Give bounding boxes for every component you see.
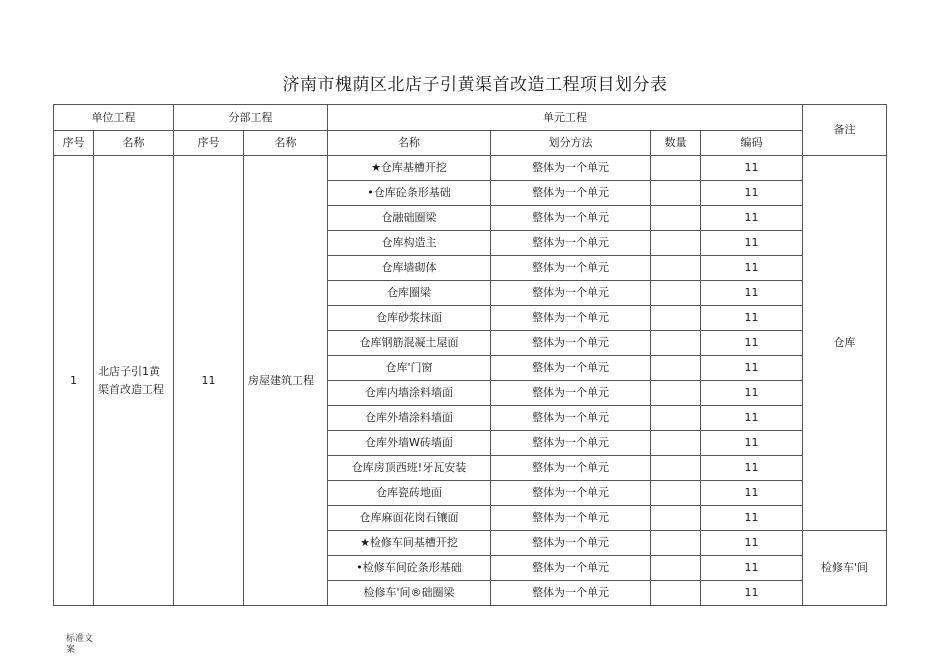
- sub-seq-cell: 11: [174, 156, 244, 606]
- element-name-cell: 检修车'间®础圈梁: [328, 581, 491, 606]
- element-name-cell: 仓库麻面花岗石镶面: [328, 506, 491, 531]
- division-method-cell: 整体为一个单元: [491, 306, 651, 331]
- element-name-cell: 仓库砂浆抹面: [328, 306, 491, 331]
- quantity-cell: [651, 531, 701, 556]
- remark-cell: 检修车'间: [803, 531, 887, 606]
- code-cell: 11: [701, 481, 803, 506]
- header-unit-seq: 序号: [54, 131, 94, 156]
- division-method-cell: 整体为一个单元: [491, 181, 651, 206]
- division-method-cell: 整体为一个单元: [491, 506, 651, 531]
- division-method-cell: 整体为一个单元: [491, 406, 651, 431]
- footer-note: [66, 634, 93, 656]
- code-cell: 11: [701, 231, 803, 256]
- unit-seq-cell: 1: [54, 156, 94, 606]
- header-element-name: 名称: [328, 131, 491, 156]
- header-remarks: 备注: [803, 105, 887, 156]
- division-method-cell: 整体为一个单元: [491, 331, 651, 356]
- division-method-cell: 整体为一个单元: [491, 531, 651, 556]
- header-sub-seq: 序号: [174, 131, 244, 156]
- code-cell: 11: [701, 206, 803, 231]
- code-cell: 11: [701, 181, 803, 206]
- element-name-cell: ★检修车间基槽开挖: [328, 531, 491, 556]
- code-cell: 11: [701, 556, 803, 581]
- table-row: [54, 156, 887, 181]
- header-sub-project: 分部工程: [174, 105, 328, 131]
- division-method-cell: 整体为一个单元: [491, 556, 651, 581]
- element-name-cell: •检修车间砼条形基础: [328, 556, 491, 581]
- quantity-cell: [651, 256, 701, 281]
- quantity-cell: [651, 456, 701, 481]
- code-cell: 11: [701, 506, 803, 531]
- division-method-cell: 整体为一个单元: [491, 356, 651, 381]
- code-cell: 11: [701, 256, 803, 281]
- quantity-cell: [651, 506, 701, 531]
- quantity-cell: [651, 306, 701, 331]
- sub-name-cell: 房屋建筑工程: [244, 156, 328, 606]
- element-name-cell: 仓库外墙W砖墙面: [328, 431, 491, 456]
- quantity-cell: [651, 581, 701, 606]
- quantity-cell: [651, 231, 701, 256]
- code-cell: 11: [701, 281, 803, 306]
- division-method-cell: 整体为一个单元: [491, 206, 651, 231]
- element-name-cell: 仓库墙砌体: [328, 256, 491, 281]
- code-cell: 11: [701, 456, 803, 481]
- footer-line-1: 标准文: [66, 634, 94, 644]
- quantity-cell: [651, 181, 701, 206]
- header-method: 划分方法: [491, 131, 651, 156]
- quantity-cell: [651, 481, 701, 506]
- project-division-table: [53, 104, 887, 606]
- division-method-cell: 整体为一个单元: [491, 431, 651, 456]
- header-unit-name: 名称: [94, 131, 174, 156]
- code-cell: 11: [701, 381, 803, 406]
- quantity-cell: [651, 356, 701, 381]
- division-method-cell: 整体为一个单元: [491, 481, 651, 506]
- element-name-cell: 仓库圈梁: [328, 281, 491, 306]
- code-cell: 11: [701, 531, 803, 556]
- element-name-cell: 仓库'门窗: [328, 356, 491, 381]
- footer-line-2: 案: [66, 645, 76, 655]
- quantity-cell: [651, 431, 701, 456]
- quantity-cell: [651, 206, 701, 231]
- element-name-cell: 仓库外墙涂料墙面: [328, 406, 491, 431]
- page-title: 济南市槐荫区北店子引黄渠首改造工程项目划分表: [282, 75, 668, 95]
- division-method-cell: 整体为一个单元: [491, 581, 651, 606]
- remark-cell: 仓库: [803, 156, 887, 531]
- element-name-cell: ★仓库基槽开挖: [328, 156, 491, 181]
- element-name-cell: 仓库房顶西班!牙瓦安装: [328, 456, 491, 481]
- code-cell: 11: [701, 581, 803, 606]
- quantity-cell: [651, 381, 701, 406]
- division-method-cell: 整体为一个单元: [491, 231, 651, 256]
- code-cell: 11: [701, 156, 803, 181]
- code-cell: 11: [701, 431, 803, 456]
- quantity-cell: [651, 556, 701, 581]
- element-name-cell: 仓库内墙涂料墙面: [328, 381, 491, 406]
- header-unit-project: 单位工程: [54, 105, 174, 131]
- division-method-cell: 整体为一个单元: [491, 381, 651, 406]
- quantity-cell: [651, 156, 701, 181]
- header-quantity: 数量: [651, 131, 701, 156]
- quantity-cell: [651, 331, 701, 356]
- header-code: 编码: [701, 131, 803, 156]
- header-sub-name: 名称: [244, 131, 328, 156]
- quantity-cell: [651, 406, 701, 431]
- code-cell: 11: [701, 306, 803, 331]
- division-method-cell: 整体为一个单元: [491, 281, 651, 306]
- header-row-2: [54, 131, 887, 156]
- element-name-cell: 仓库钢筋混凝土屋面: [328, 331, 491, 356]
- header-element-project: 单元工程: [328, 105, 803, 131]
- quantity-cell: [651, 281, 701, 306]
- code-cell: 11: [701, 356, 803, 381]
- code-cell: 11: [701, 331, 803, 356]
- header-row-1: [54, 105, 887, 131]
- element-name-cell: 仓库构造主: [328, 231, 491, 256]
- division-method-cell: 整体为一个单元: [491, 456, 651, 481]
- element-name-cell: 仓库瓷砖地面: [328, 481, 491, 506]
- division-method-cell: 整体为一个单元: [491, 156, 651, 181]
- element-name-cell: 仓融础圈梁: [328, 206, 491, 231]
- element-name-cell: •仓库砼条形基础: [328, 181, 491, 206]
- unit-name-cell: 北店子引1黄渠首改造工程: [94, 156, 174, 606]
- division-method-cell: 整体为一个单元: [491, 256, 651, 281]
- code-cell: 11: [701, 406, 803, 431]
